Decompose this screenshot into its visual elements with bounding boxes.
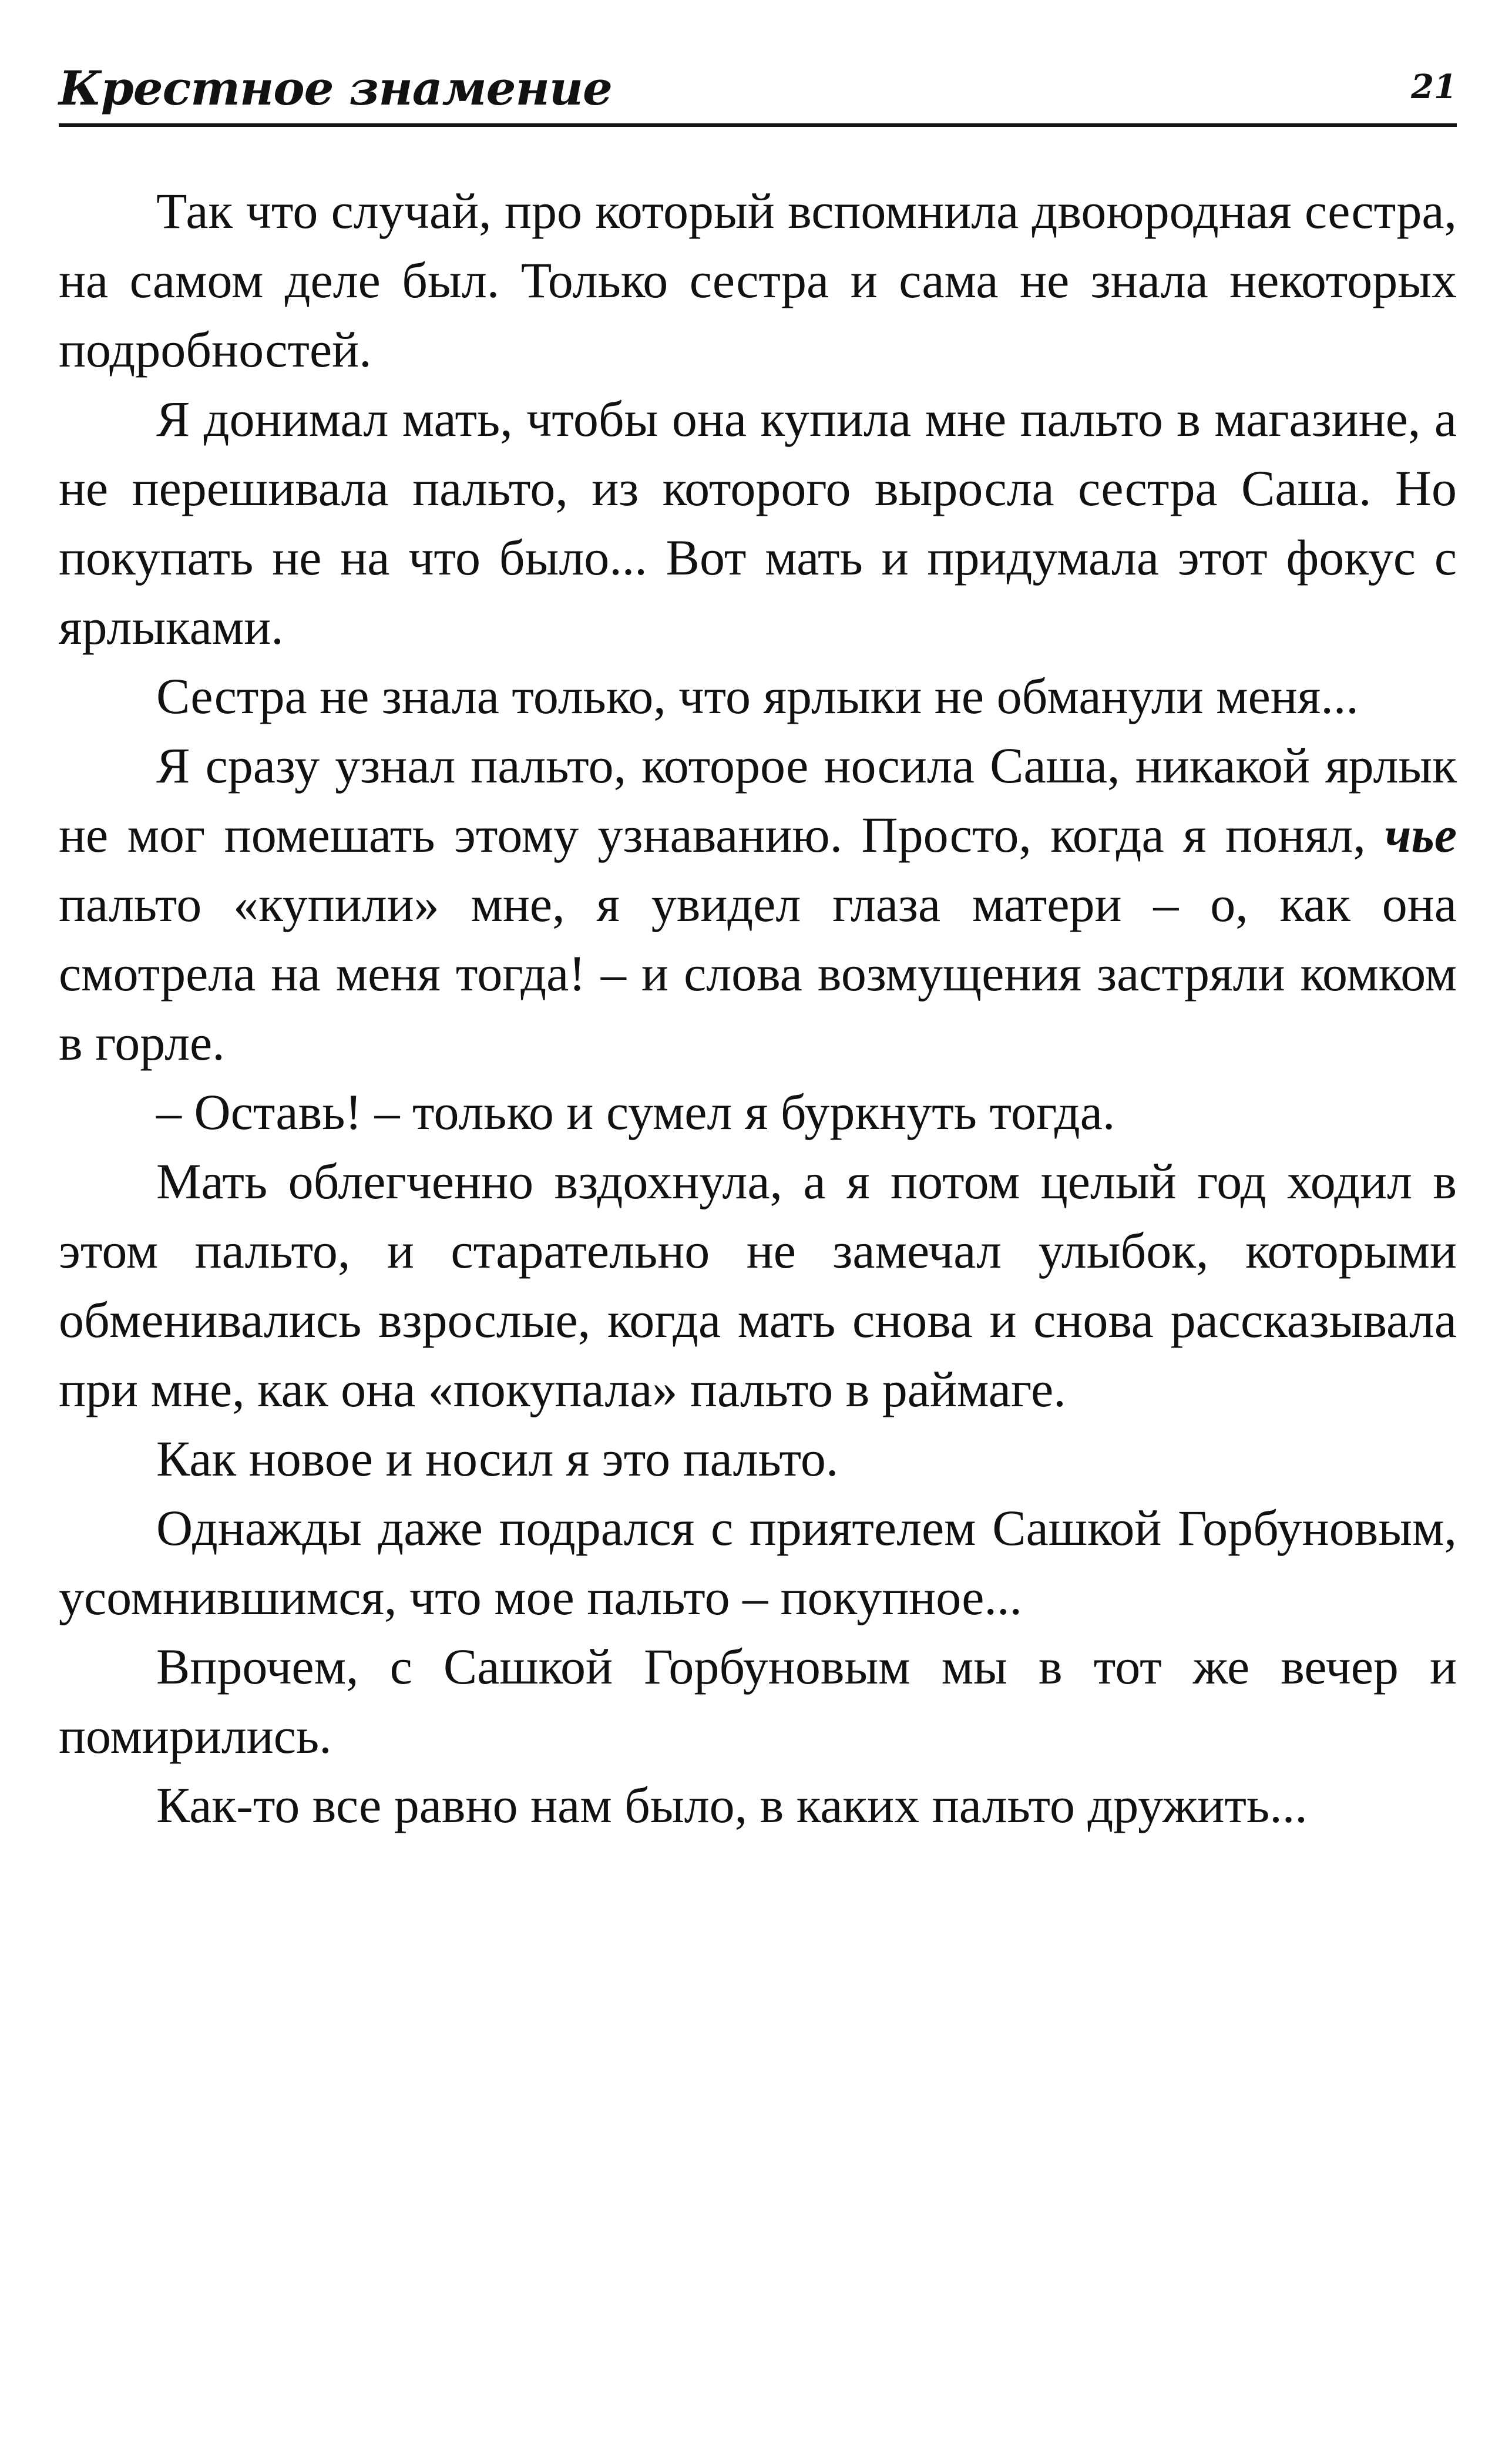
running-title: Крестное знамение: [59, 61, 612, 116]
paragraph-8: Однажды даже подрался с приятелем Сашкой Горбуновым, усомнившимся, что мое пальто – покупное...: [59, 1500, 1457, 1625]
emphasized-word: чье: [1385, 807, 1457, 863]
paragraph-9: Впрочем, с Сашкой Горбуновым мы в тот же вечер и помирились.: [59, 1638, 1457, 1764]
running-header: [59, 35, 1457, 129]
paragraph-4-before: Я сразу узнал пальто, которое носила Саша, никакой ярлык не мог помешать этому узнаванию. Просто, когда я понял,: [59, 737, 1457, 863]
paragraph-4: [59, 731, 1457, 1077]
paragraph-10: Как-то все равно нам было, в каких пальто дружить...: [156, 1777, 1308, 1833]
paragraph-1: Так что случай, про который вспомнила двоюродная сестра, на самом деле был. Только сестра и сама не знала некоторых подробностей.: [59, 183, 1457, 378]
page-number: 21: [1411, 68, 1457, 106]
paragraph-3: Сестра не знала только, что ярлыки не обманули меня...: [156, 668, 1359, 724]
body-text: [59, 176, 1457, 1840]
paragraph-4-after: пальто «купили» мне, я увидел глаза матери – о, как она смотрела на меня тогда! – и слова возмущения застряли комком в горле.: [59, 876, 1457, 1071]
paragraph-2: Я донимал мать, чтобы она купила мне пальто в магазине, а не перешивала пальто, из которого выросла сестра Саша. Но покупать не на что было... Вот мать и придумала этот фокус с ярлыками.: [59, 391, 1457, 655]
paragraph-7: Как новое и носил я это пальто.: [156, 1430, 839, 1487]
paragraph-6: Мать облегченно вздохнула, а я потом целый год ходил в этом пальто, и старательно не замечал улыбок, которыми обменивались взрослые, когда мать снова и снова рассказывала при мне, как она «покупала» пальто в раймаге.: [59, 1153, 1457, 1417]
paragraph-5: – Оставь! – только и сумел я буркнуть тогда.: [156, 1084, 1115, 1140]
header-rule: [59, 123, 1457, 127]
